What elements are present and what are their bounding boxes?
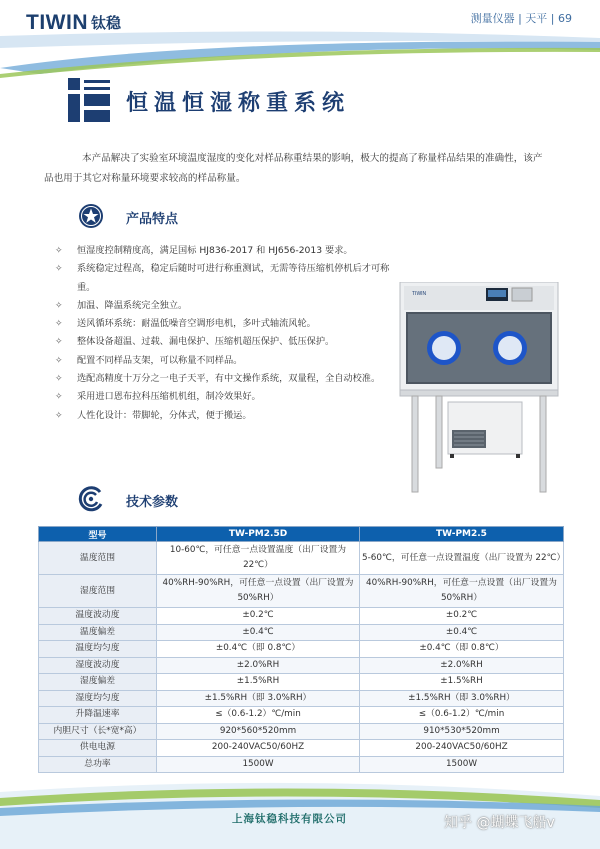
spec-value-tw-pm25: 40%RH-90%RH，可任意一点设置（出厂设置为 50%RH）: [360, 575, 564, 608]
feature-text: 恒湿度控制精度高，满足国标 HJ836-2017 和 HJ656-2013 要求。: [77, 245, 353, 256]
bullet-icon: ✧: [55, 410, 63, 421]
spec-value-tw-pm25d: ±2.0%RH: [157, 657, 360, 674]
bullet-icon: ✧: [55, 300, 63, 311]
spec-value-tw-pm25d: ±0.4℃（即 0.8℃）: [157, 641, 360, 658]
spec-value-tw-pm25d: ±0.2℃: [157, 608, 360, 625]
feature-text: 送风循环系统：耐温低噪音空调形电机，多叶式轴流风轮。: [77, 318, 316, 330]
bullet-icon: ✧: [55, 374, 63, 385]
col-header-tw-pm25d: TW-PM2.5D: [157, 527, 360, 542]
feature-item: [55, 407, 400, 425]
spec-value-tw-pm25: 200-240VAC50/60HZ: [360, 740, 564, 757]
specs-heading: 技术参数: [126, 495, 179, 510]
feature-text: 人性化设计：带脚轮，分体式，便于搬运。: [77, 409, 252, 421]
spec-row: [39, 624, 564, 641]
spec-table-header-row: [39, 527, 564, 542]
spec-row: [39, 575, 564, 608]
spec-value-tw-pm25d: 1500W: [157, 756, 360, 773]
bullet-icon: ✧: [55, 319, 63, 330]
feature-text: 选配高精度十万分之一电子天平，有中文操作系统，双量程，全自动校准。: [77, 373, 381, 385]
bullet-icon: ✧: [55, 392, 63, 403]
spec-param-cell: 升降温速率: [39, 707, 157, 724]
spec-value-tw-pm25: 910*530*520mm: [360, 723, 564, 740]
spec-value-tw-pm25: ±0.4℃（即 0.8℃）: [360, 641, 564, 658]
spec-param-cell: 温度偏差: [39, 624, 157, 641]
col-header-model: 型号: [39, 527, 157, 542]
spec-value-tw-pm25d: 200-240VAC50/60HZ: [157, 740, 360, 757]
feature-text: 系统稳定过程高，稳定后随时可进行称重测试，无需等待压缩机停机后才可称重。: [77, 263, 390, 293]
page-category-tag: 测量仪器 | 天平 | 69: [470, 12, 572, 25]
spec-value-tw-pm25: ±1.5%RH（即 3.0%RH）: [360, 690, 564, 707]
feature-text: 配置不同样品支架，可以称量不同样品。: [77, 354, 243, 366]
col-header-tw-pm25: TW-PM2.5: [360, 527, 564, 542]
spec-value-tw-pm25: ≤（0.6-1.2）℃/min: [360, 707, 564, 724]
feature-text: 加温、降温系统完全独立。: [77, 299, 188, 311]
title-grid-icon: [68, 78, 110, 122]
bullet-icon: ✧: [55, 246, 63, 256]
spec-row: [39, 756, 564, 773]
spec-value-tw-pm25: ±2.0%RH: [360, 657, 564, 674]
spec-value-tw-pm25: ±1.5%RH: [360, 674, 564, 691]
swirl-icon: [78, 486, 104, 512]
spec-value-tw-pm25: ±0.2℃: [360, 608, 564, 625]
feature-item: [55, 352, 400, 370]
spec-param-cell: 湿度范围: [39, 575, 157, 608]
spec-param-cell: 湿度均匀度: [39, 690, 157, 707]
company-name: 上海钛稳科技有限公司: [232, 813, 347, 825]
spec-table: [38, 526, 564, 773]
humidity-chamber-illustration: [394, 282, 570, 494]
spec-value-tw-pm25: 1500W: [360, 756, 564, 773]
spec-row: [39, 707, 564, 724]
spec-value-tw-pm25d: ≤（0.6-1.2）℃/min: [157, 707, 360, 724]
intro-paragraph: 本产品解决了实验室环境温度湿度的变化对样品称重结果的影响，极大的提高了称量样品结果的准确性，该产品也用于其它对称量环境要求较高的样品称量。: [44, 153, 543, 184]
spec-row: [39, 723, 564, 740]
spec-param-cell: 温度范围: [39, 542, 157, 575]
feature-item: [55, 260, 400, 297]
spec-param-cell: 温度均匀度: [39, 641, 157, 658]
spec-row: [39, 690, 564, 707]
brand-logo: TIWIN: [26, 11, 88, 34]
spec-value-tw-pm25: 5-60℃，可任意一点设置温度（出厂设置为 22℃）: [360, 542, 564, 575]
spec-row: [39, 674, 564, 691]
spec-param-cell: 总功率: [39, 756, 157, 773]
brand-logo-cn: 钛稳: [91, 14, 122, 32]
spec-param-cell: 湿度波动度: [39, 657, 157, 674]
feature-item: [55, 315, 400, 333]
features-heading: 产品特点: [126, 212, 179, 227]
spec-row: [39, 641, 564, 658]
star-badge-icon: [78, 203, 104, 229]
spec-param-cell: 湿度偏差: [39, 674, 157, 691]
feature-item: [55, 333, 400, 351]
spec-param-cell: 供电电源: [39, 740, 157, 757]
bullet-icon: ✧: [55, 337, 63, 348]
spec-value-tw-pm25d: 10-60℃，可任意一点设置温度（出厂设置为 22℃）: [157, 542, 360, 575]
spec-value-tw-pm25d: ±1.5%RH: [157, 674, 360, 691]
device-label: TIWIN: [412, 291, 427, 297]
spec-value-tw-pm25d: ±0.4℃: [157, 624, 360, 641]
feature-item: [55, 297, 400, 315]
bullet-icon: ✧: [55, 264, 63, 275]
spec-row: [39, 657, 564, 674]
spec-row: [39, 542, 564, 575]
feature-item: [55, 388, 400, 406]
spec-value-tw-pm25: ±0.4℃: [360, 624, 564, 641]
spec-param-cell: 温度波动度: [39, 608, 157, 625]
feature-item: [55, 242, 400, 260]
bullet-icon: ✧: [55, 355, 63, 366]
spec-value-tw-pm25d: 40%RH-90%RH，可任意一点设置（出厂设置为 50%RH）: [157, 575, 360, 608]
header-swoosh-graphic: [0, 28, 600, 78]
spec-row: [39, 740, 564, 757]
watermark: 知乎 @蝴蝶飞船v: [444, 815, 555, 831]
feature-list: [55, 242, 400, 425]
feature-text: 整体设备超温、过载、漏电保护、压缩机超压保护、低压保护。: [77, 336, 335, 348]
feature-text: 采用进口恩布拉科压缩机机组，制冷效果好。: [77, 391, 261, 403]
spec-value-tw-pm25d: ±1.5%RH（即 3.0%RH）: [157, 690, 360, 707]
spec-value-tw-pm25d: 920*560*520mm: [157, 723, 360, 740]
feature-item: [55, 370, 400, 388]
spec-param-cell: 内胆尺寸（长*宽*高）: [39, 723, 157, 740]
spec-row: [39, 608, 564, 625]
page-title: 恒温恒湿称重系统: [126, 91, 351, 116]
